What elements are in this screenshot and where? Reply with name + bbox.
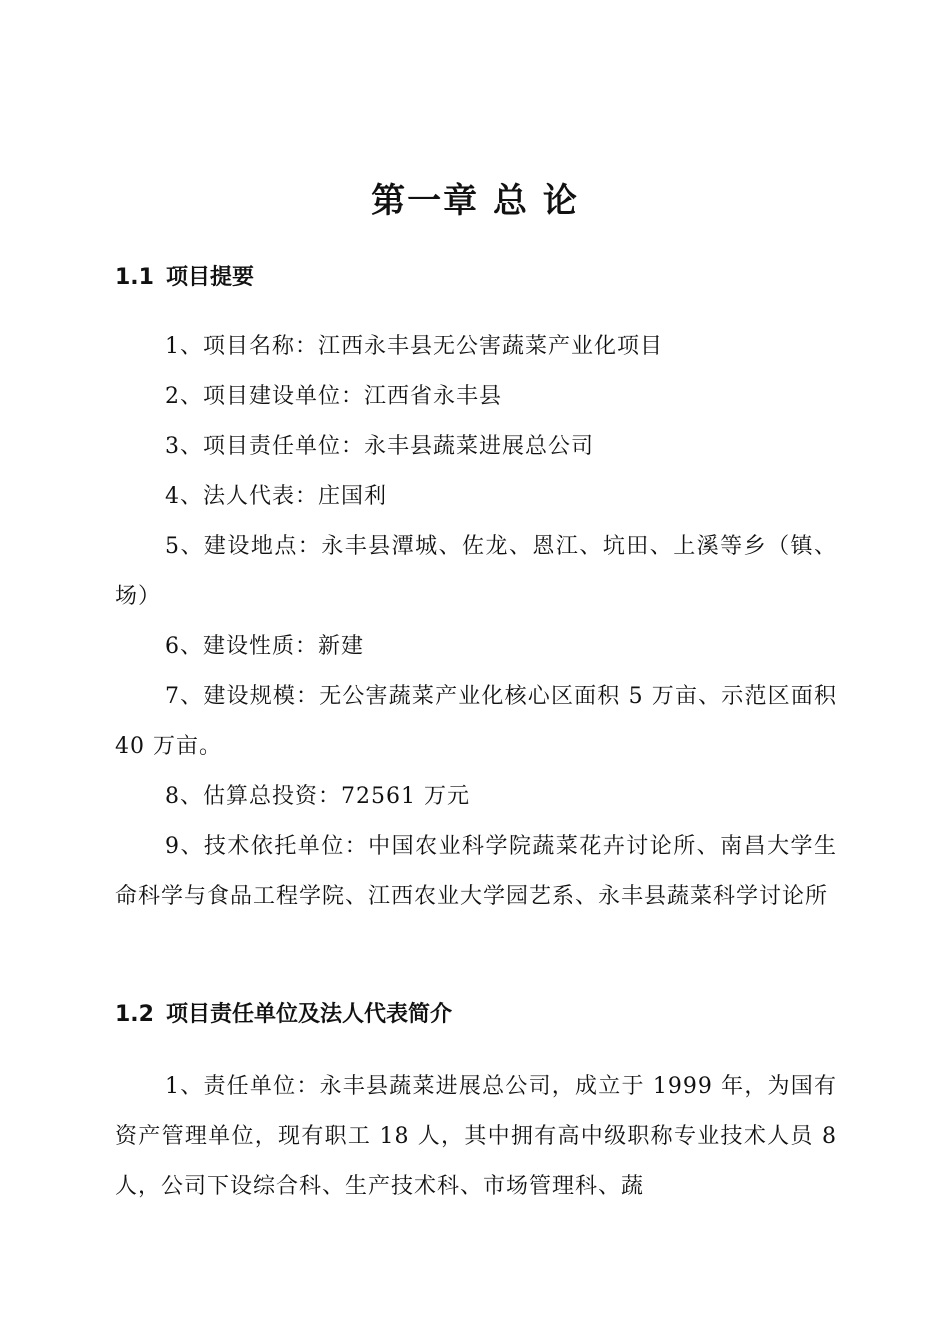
project-item: 7、建设规模：无公害蔬菜产业化核心区面积 5 万亩、示范区面积 40 万亩。 xyxy=(115,684,837,759)
project-item: 2、项目建设单位：江西省永丰县 xyxy=(165,384,502,409)
section-heading-1-1 xyxy=(115,263,254,293)
chapter-title: 第一章 总 论 xyxy=(371,181,579,221)
section-number: 1.1 xyxy=(115,265,154,290)
section-number: 1.2 xyxy=(115,1002,154,1027)
project-item: 1、项目名称：江西永丰县无公害蔬菜产业化项目 xyxy=(165,334,663,359)
project-item: 8、估算总投资：72561 万元 xyxy=(165,784,470,809)
project-item: 3、项目责任单位：永丰县蔬菜进展总公司 xyxy=(165,434,594,459)
section-1-2-body xyxy=(115,1062,837,1212)
section-heading-1-2 xyxy=(115,1000,452,1030)
project-item: 9、技术依托单位：中国农业科学院蔬菜花卉讨论所、南昌大学生命科学与食品工程学院、江西农业大学园艺系、永丰县蔬菜科学讨论所 xyxy=(115,834,837,909)
section-title: 项目提要 xyxy=(165,265,254,290)
section-1-1-body xyxy=(115,322,837,922)
project-item: 4、法人代表：庄国利 xyxy=(165,484,387,509)
project-item: 6、建设性质：新建 xyxy=(165,634,364,659)
section-title: 项目责任单位及法人代表简介 xyxy=(165,1002,452,1027)
intro-paragraph: 1、责任单位：永丰县蔬菜进展总公司，成立于 1999 年，为国有资产管理单位，现有职工 18 人，其中拥有高中级职称专业技术人员 8 人，公司下设综合科、生产技术科、市场管理科、蔬 xyxy=(115,1074,837,1199)
project-item: 5、建设地点：永丰县潭城、佐龙、恩江、坑田、上溪等乡（镇、场） xyxy=(115,534,837,609)
